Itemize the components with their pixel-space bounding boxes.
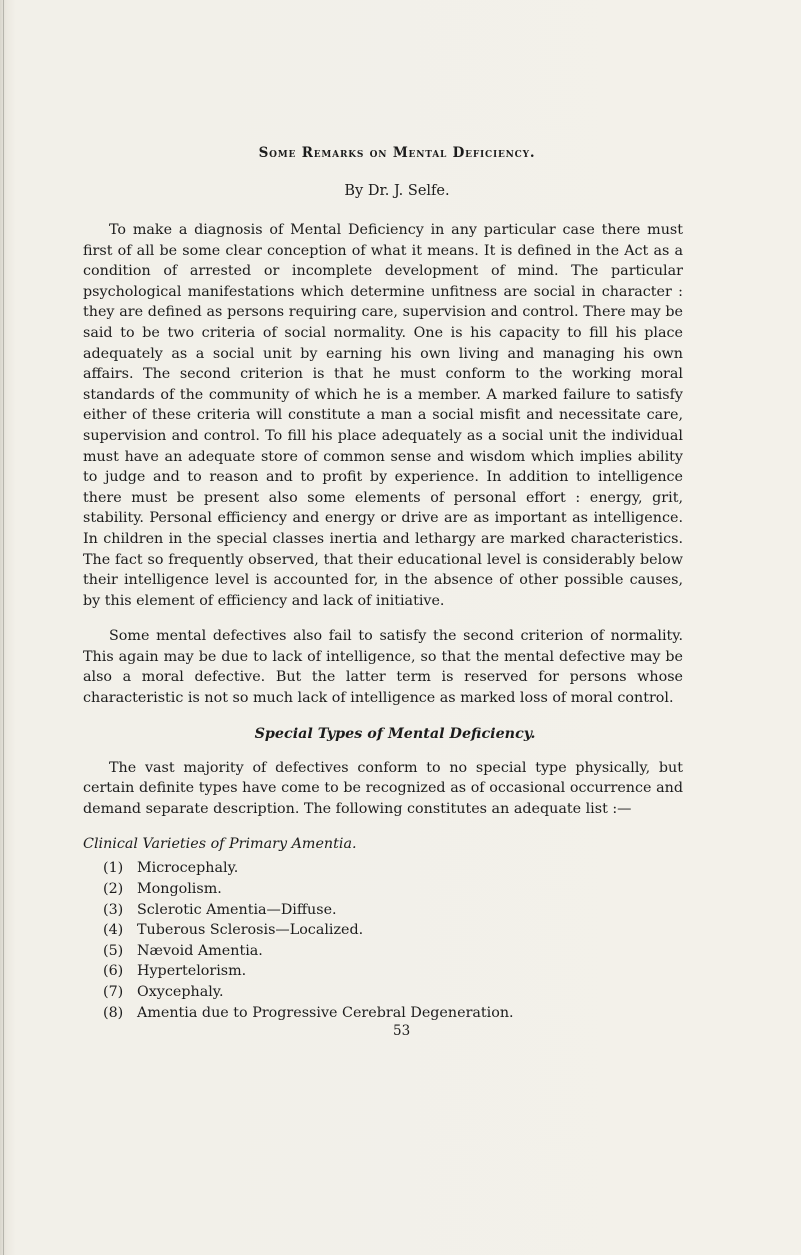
section-paragraph: The vast majority of defectives conform to no special type physically, but certain definite types have come to be recognized as of occasional occurrence and demand separate description. The following constitutes an adequate list :— <box>83 759 683 817</box>
section-heading: Special Types of Mental Deficiency. <box>254 725 536 742</box>
list-item <box>103 879 683 900</box>
list-heading: Clinical Varieties of Primary Amentia. <box>83 836 357 853</box>
list-item-number: (8) <box>103 1004 124 1021</box>
list-item-text: Nævoid Amentia. <box>137 942 263 959</box>
amentia-varieties-list <box>83 858 683 1023</box>
article-author: By Dr. J. Selfe. <box>344 183 450 199</box>
list-item-text: Oxycephaly. <box>137 984 224 1000</box>
list-item-text: Sclerotic Amentia—Diffuse. <box>137 901 337 918</box>
list-item <box>103 1003 683 1024</box>
article-title: Some Remarks on Mental Deficiency. <box>258 145 536 161</box>
list-item-text: Tuberous Sclerosis—Localized. <box>137 922 364 939</box>
paragraph-1: To make a diagnosis of Mental Deficiency in any particular case there must first of all be some clear conception of what it means. It is defined in the Act as a condition of arrested or incomplete development of mind. The particular psychological manifestations which determine unfitness are social in character : they are defined as persons requiring care, supervision and control. There may be said to be two criteria of social normality. One is his capacity to fill his place adequately as a social unit by earning his own living and managing his own affairs. The second criterion is that he must conform to the working moral standards of the community of which he is a member. A marked failure to satisfy either of these criteria will constitute a man a social misfit and necessitate care, supervision and control. To fill his place adequately as a social unit the individual must have an adequate store of common sense and wisdom which implies ability to judge and to reason and to profit by experience. In addition to intelligence there must be present also some elements of personal effort : energy, grit, stability. Personal efficiency and energy or drive are as important as intelligence. In children in the special classes inertia and lethargy are marked characteristics. The fact so frequently observed, that their educational level is considerably below their intelligence level is accounted for, in the absence of other possible causes, by this element of efficiency and lack of initiative. <box>83 222 683 609</box>
list-item-number: (3) <box>103 901 124 918</box>
list-item <box>103 941 683 962</box>
list-item-number: (2) <box>103 881 124 898</box>
list-item-number: (1) <box>103 860 124 877</box>
list-item-text: Amentia due to Progressive Cerebral Degeneration. <box>137 1004 514 1021</box>
list-item <box>103 961 683 982</box>
paragraph-2: Some mental defectives also fail to satisfy the second criterion of normality. This again may be due to lack of intelligence, so that the mental defective may be also a moral defective. But the latter term is reserved for persons whose characteristic is not so much lack of intelligence as marked loss of moral control. <box>83 628 683 707</box>
gutter-line <box>3 0 4 1255</box>
list-item-text: Microcephaly. <box>137 860 239 877</box>
list-item-number: (6) <box>103 963 124 980</box>
list-item-text: Hypertelorism. <box>137 963 247 980</box>
list-item <box>103 920 683 941</box>
list-item-number: (4) <box>103 922 124 939</box>
list-item <box>103 900 683 921</box>
list-item-number: (7) <box>103 984 124 1000</box>
page-number: 53 <box>393 1023 411 1039</box>
list-item <box>103 858 683 879</box>
list-item-text: Mongolism. <box>137 881 222 898</box>
article <box>83 144 683 1023</box>
list-item <box>103 982 683 1003</box>
list-item-number: (5) <box>103 942 124 959</box>
